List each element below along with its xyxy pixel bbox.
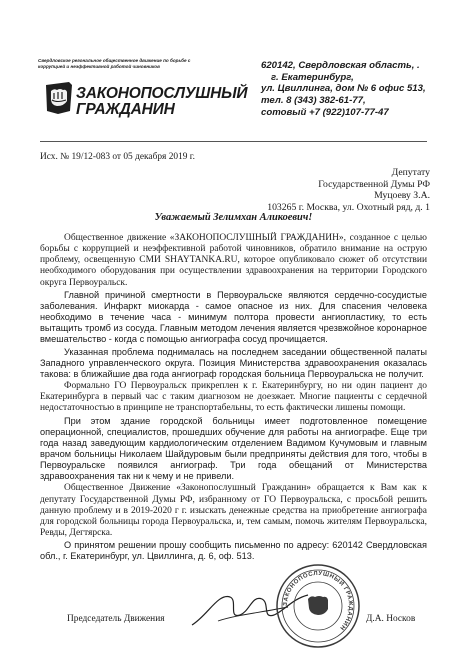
address-line: г. Екатеринбург, [271,71,354,83]
addressee-block [267,167,430,213]
signer-name: Д.А. Носков [366,614,416,624]
logo-text-line2: ГРАЖДАНИН [76,101,175,118]
stamp-text: ЗАКОНОПОСЛУШНЫЙ ГРАЖДАНИН [282,570,354,632]
organization-seal [275,563,361,649]
addressee-line: Государственной Думы РФ [318,178,430,190]
addressee-line: Депутату [391,167,430,178]
body-paragraph: Указанная проблема поднималась на последнем заседании общественной палаты Западного управленческого округа. Позиция Министерства здравоохранения оказалась такова: в ближайшие два года ангиограф городская больница Первоуральска не получит. [40,346,427,379]
body-paragraph: При этом здание городской больницы имеет подготовленное помещение операционной, специалистов, прошедших обучение для работы на ангиографе. Еще три года назад заведующим кардиологическим отделением Вадимом Кучумовым и главным врачом больницы Николаем Шайдуровым были предприняты действия для того, чтобы в Первоуральске появился ангиограф. Три года обещаний от Министерства здравоохранения так ни к чему и не привели. [40,415,427,482]
addressee-line: 103265 г. Москва, ул. Охотный ряд, д. 1 [267,201,430,213]
logo-text-line1: ЗАКОНОПОСЛУШНЫЙ [76,85,248,102]
addressee-line: Муцоеву З.А. [374,190,430,202]
greeting: Уважаемый Зелимхан Аликоевич! [154,212,313,223]
raised-fist-emblem-icon [44,81,74,115]
body-paragraph: Главной причиной смертности в Первоуральске являются сердечно-сосудистые заболевания. Инфаркт миокарда - самое опасное из них. Для спасения человека необходимо в течение часа - минимум полтора провести ангиопластику, то есть вытащить тромб из сосуда. Главным методом лечения является чрезвжойное коронарное вмешательство - когда с помощью ангиографа сосуд прочищается. [40,289,427,345]
organization-address [261,60,426,118]
address-line: ул. Цвиллинга, дом № 6 офис 513, [261,83,426,95]
organization-logo [44,76,248,126]
letterhead-divider [40,141,427,142]
address-line: сотовый +7 (922)107-77-47 [261,106,389,118]
body-paragraph: Формально ГО Первоуральск прикреплен к г. Екатеринбургу, но ни один пациент до Екатеринбурга в первый час с таким диагнозом не доезжает. Многие пациенты с сердечной недостаточностью в принципе не транспортабельны, то есть фактически лишены помощи. [40,381,427,414]
body-paragraph: Общественное движение «ЗАКОНОПОСЛУШНЫЙ ГРАЖДАНИН», созданное с целью борьбы с коррупцией и неэффективной работой чиновников, обратило внимание на острую проблему, освещенную СМИ SHAYTANKA.RU, которое опубликовало сюжет об отсутствии необходимого оборудования при осуществлении здравоохранения на территории Городского округа Первоуральск. [40,233,427,288]
letter-body [40,233,427,563]
outgoing-reference: Исх. № 19/12-083 от 05 декабря 2019 г. [40,152,195,162]
organization-description: Свердловское регональное общественное движение по борьбе с коррупцией и неэффективной работой чиновников [38,58,191,69]
address-line: тел. 8 (343) 382-61-77, [261,95,366,107]
signer-title: Председатель Движения [67,614,165,624]
body-paragraph: Общественное Движение «Законопослушный Гражданин» обращается к Вам как к депутату Государственной Думы РФ, избранному от ГО Первоуральска, с просьбой решить данную проблему и в 2019-2020 г г. изыскать денежные средства на приобретение ангиографа для городской больницы города Первоуральска, и, тем самым, помочь жителям Первоуральска, Ревды, Дегтярска. [40,483,427,539]
address-line: 620142, Свердловская область, . [261,60,420,71]
body-paragraph: О принятом решении прошу сообщить письменно по адресу: 620142 Свердловская обл., г. Екатеринбург, ул. Цвиллинга, д. 6, оф. 513. [40,540,427,562]
